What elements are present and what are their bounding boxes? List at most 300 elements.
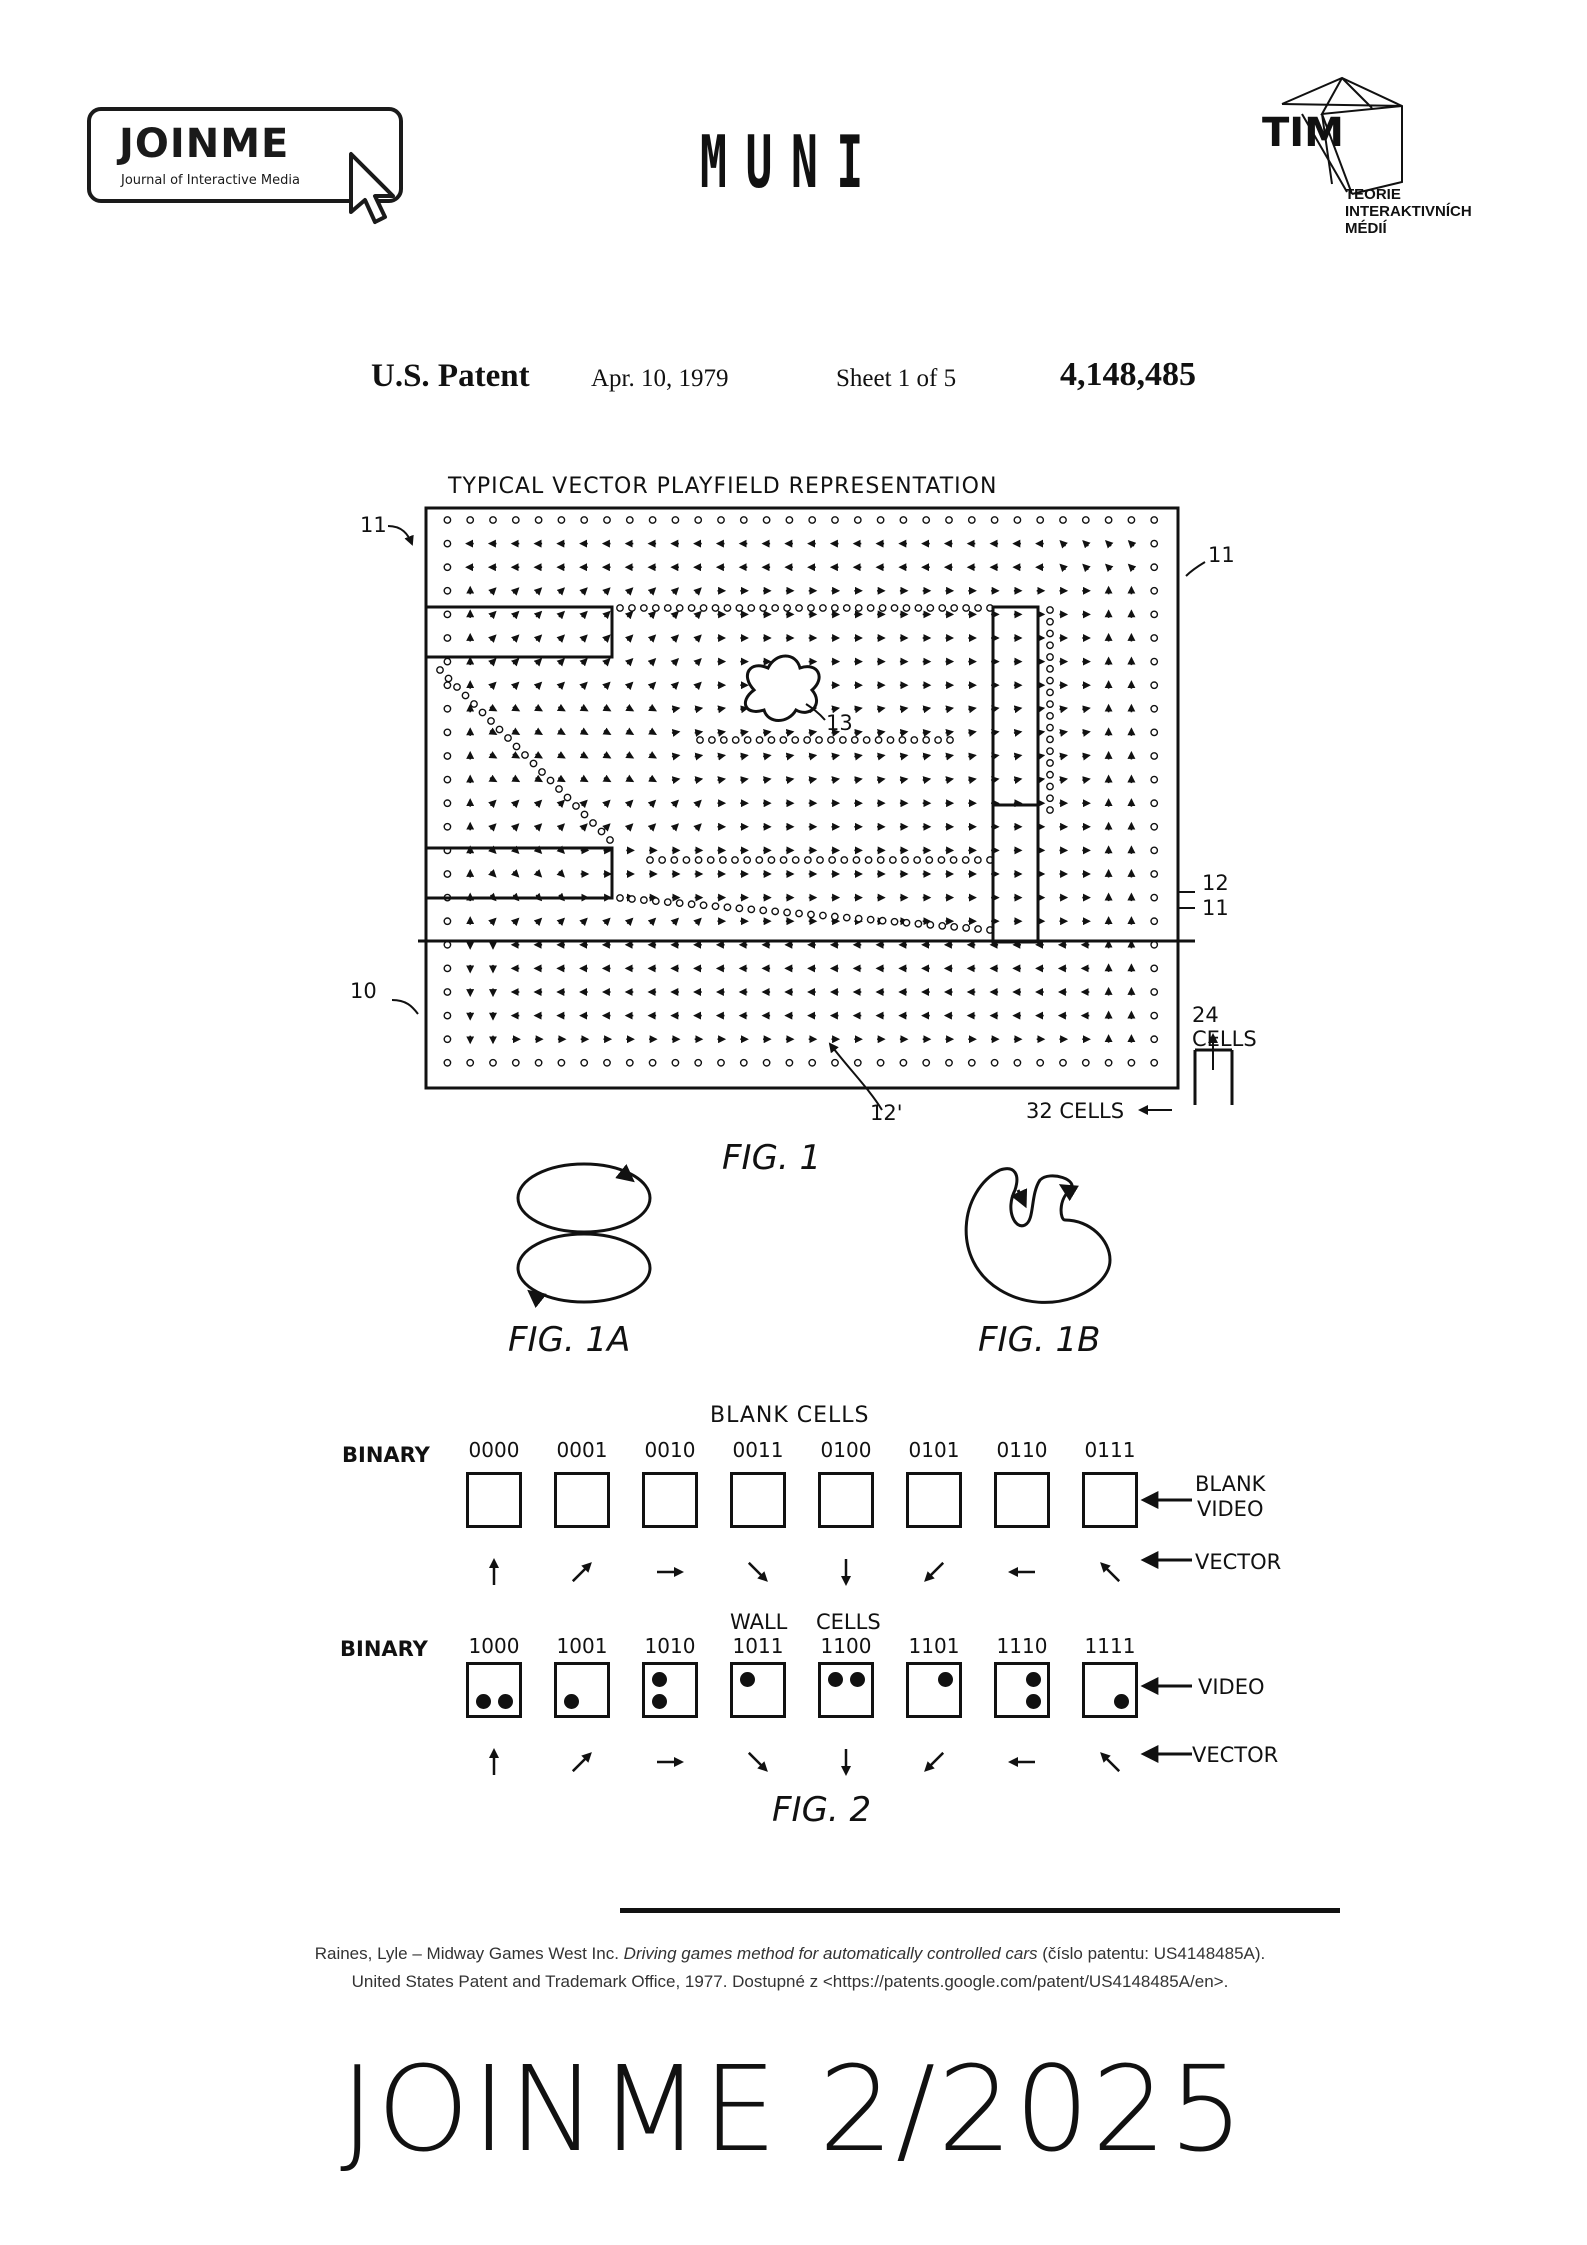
wall-dot [720,857,726,863]
wall-dot [444,540,450,546]
wall-dot [935,737,941,743]
wall-dot [1047,677,1053,683]
wall-dot [853,857,859,863]
citation-line-1: Raines, Lyle – Midway Games West Inc. Driving games method for automatically controlled cars (číslo patentu: US4148485A). [314,1944,1266,1963]
vector-arrow [1014,732,1021,733]
wall-dot [665,899,671,905]
wall-dot [1047,807,1053,813]
binary-code-blank: 0101 [908,1438,960,1462]
wall-dot [1151,965,1157,971]
wall-dot [617,895,623,901]
binary-code-blank: 0001 [556,1438,608,1462]
vector-arrow [877,708,884,709]
wall-dot [617,605,623,611]
wall-dot [444,1012,450,1018]
vector-arrow-down-left [914,1552,954,1592]
blank-cell [642,1472,698,1528]
vector-arrow [513,683,518,688]
vector-arrow [558,778,564,782]
wall-dot [840,737,846,743]
vector-arrow [696,683,701,688]
binary-code-blank: 0010 [644,1438,696,1462]
wall-dot [471,701,477,707]
vector-arrow [650,919,655,924]
wall-dot [903,605,909,611]
wall-dot [792,737,798,743]
vector-arrow [536,824,541,829]
wall-dot [887,737,893,743]
wall-dot [652,1694,667,1709]
vector-arrow [1129,541,1134,546]
vector-arrow [695,732,702,733]
vector-arrow [1061,541,1066,546]
wall-dot [784,909,790,915]
wall-dot [1128,1060,1134,1066]
patent-number: 4,148,485 [1060,356,1196,393]
fig2-blank-title: BLANK CELLS [710,1403,870,1428]
wall-dot [900,517,906,523]
binary-code-wall: 1001 [556,1634,608,1658]
wall-dot [647,857,653,863]
fig1a-caption: FIG. 1A [508,1320,631,1360]
fig2-video-label: VIDEO [1198,1675,1265,1699]
wall-dot [1151,729,1157,735]
vector-arrow-up-right [562,1552,602,1592]
vector-arrow [536,659,541,664]
vector-arrow [582,636,587,641]
vector-arrow [604,754,610,758]
wall-dot [1047,772,1053,778]
wall-cell [730,1662,786,1718]
wall-dot [444,517,450,523]
wall-dot [805,857,811,863]
vector-arrow [513,659,518,664]
wall-dot [963,605,969,611]
vector-arrow [877,755,884,756]
vector-arrow [968,755,975,756]
vector-arrow [832,755,839,756]
vector-arrow [696,636,701,641]
vector-arrow [536,919,541,924]
vector-arrow [513,588,518,593]
wall-dot [760,605,766,611]
wall-dot [513,1060,519,1066]
wall-dot [1151,847,1157,853]
wall-dot [590,820,596,826]
vector-arrow-up [474,1552,514,1592]
blank-cell [818,1472,874,1528]
vector-arrow [650,659,655,664]
vector-arrow [559,612,564,617]
vector-arrow-left [1002,1552,1042,1592]
wall-dot [756,857,762,863]
vector-arrow [536,636,541,641]
vector-arrow [650,801,655,806]
wall-dot [604,517,610,523]
wall-dot [1037,517,1043,523]
vector-arrow [558,731,564,735]
wall-dot [547,777,553,783]
wall-dot [865,857,871,863]
vector-arrow [696,659,701,664]
wall-dot [809,1060,815,1066]
vector-arrow [604,731,610,735]
binary-code-blank: 0011 [732,1438,784,1462]
vector-arrow [627,683,632,688]
wall-dot [1151,989,1157,995]
tim-logo-text [1345,186,1472,237]
vector-arrow [491,612,496,617]
wall-dot [768,737,774,743]
vector-arrow [832,779,839,780]
wall-dot [855,517,861,523]
wall-dot [939,605,945,611]
wall-dot [1151,871,1157,877]
wall-dot [1047,748,1053,754]
wall-dot [1151,1036,1157,1042]
vector-arrow [763,779,770,780]
vector-arrow [900,755,907,756]
wall-dot [844,605,850,611]
ref-11-a: 11 [360,513,387,537]
wall-dot [760,907,766,913]
vector-arrow [650,731,656,735]
wall-dot [581,811,587,817]
vector-arrow-field [467,541,1134,1043]
vector-arrow [627,659,632,664]
wall-dot [444,611,450,617]
wall-dot [1151,942,1157,948]
wall-dot [649,517,655,523]
vector-arrow [946,732,953,733]
wall-dot [817,857,823,863]
vector-arrow [877,779,884,780]
wall-dot [1151,824,1157,830]
wall-dot [490,1060,496,1066]
vector-arrow [490,754,496,758]
wall-dot [923,737,929,743]
blank-cell [554,1472,610,1528]
joinme-logo-tagline: Journal of Interactive Media [121,173,300,188]
blank-cell [906,1472,962,1528]
wall-dot [975,926,981,932]
wall-dot [1114,1694,1129,1709]
wall-dot [763,517,769,523]
vector-arrow [627,707,633,711]
wall-dot [573,803,579,809]
vector-arrow [1014,755,1021,756]
binary-code-wall: 1110 [996,1634,1048,1658]
wall-dot [946,1060,952,1066]
vector-arrow [491,919,496,924]
wall-dot [820,605,826,611]
vector-arrow [1082,732,1089,733]
vector-arrow [536,801,541,806]
wall-dot [1151,1012,1157,1018]
vector-arrow-down-left [914,1742,954,1782]
vector-arrow [582,919,587,924]
wall-dot [1026,1694,1041,1709]
wall-dot [867,605,873,611]
wall-dot [1105,1060,1111,1066]
wall-dot [627,1060,633,1066]
vector-arrow [672,779,679,780]
wall-dot [1151,1060,1157,1066]
vector-arrow [559,683,564,688]
vector-arrow [946,755,953,756]
wall-dot [899,737,905,743]
wall-dot [672,517,678,523]
wall-dot [505,735,511,741]
vector-arrow [627,778,633,782]
wall-dot [700,902,706,908]
wall-dot [695,857,701,863]
wall-dot [564,1694,579,1709]
wall-dot [444,729,450,735]
vector-arrow [491,683,496,688]
vector-arrow [627,801,632,806]
wall-dot [763,1060,769,1066]
wall-dot [1047,654,1053,660]
wall-dot [530,760,536,766]
vector-arrow [1082,708,1089,709]
wall-dot [832,913,838,919]
vector-arrow [559,801,564,806]
vector-arrow [605,801,610,806]
wall-dot [437,667,443,673]
wall-cell-dots [437,517,1158,1066]
vector-arrow [786,779,793,780]
vector-arrow [604,778,610,782]
wall-dot [445,675,451,681]
ref-11-b: 11 [1208,543,1235,567]
vector-arrow [491,824,496,829]
binary-code-wall: 1010 [644,1634,696,1658]
vector-arrow [1106,541,1111,546]
vector-arrow [832,708,839,709]
vector-arrow [809,732,816,733]
wall-dot [923,517,929,523]
vector-arrow [605,588,610,593]
wall-dot [900,1060,906,1066]
vector-arrow [740,732,747,733]
vector-arrow [900,708,907,709]
wall-dot [688,901,694,907]
vector-arrow [559,636,564,641]
vector-arrow [513,731,519,735]
wall-dot [649,1060,655,1066]
wall-dot [938,1672,953,1687]
lower-left-box [426,848,612,898]
vector-arrow-up-left [1090,1742,1130,1782]
ref-12-prime: 12' [870,1101,903,1125]
wall-dot [522,752,528,758]
wall-dot [991,1060,997,1066]
wall-dot [695,517,701,523]
vector-arrow [536,707,542,711]
wall-dot [700,605,706,611]
wall-dot [718,517,724,523]
vector-arrow [672,755,679,756]
joinme-logo-name: JOINME [119,121,290,167]
vector-arrow [1082,755,1089,756]
vector-arrow [650,824,655,829]
vector-arrow-up [474,1742,514,1782]
vector-arrow [923,708,930,709]
vector-arrow [559,588,564,593]
wall-dot [676,605,682,611]
tim-logo-initials: TIM [1262,110,1344,156]
vector-arrow-down-right [738,1552,778,1592]
vector-arrow [491,636,496,641]
wall-dot [444,989,450,995]
vector-arrow [581,731,587,735]
wall-dot [671,857,677,863]
vector-arrow [513,778,519,782]
vector-arrow [650,588,655,593]
vector-arrow [627,636,632,641]
vector-arrow [968,732,975,733]
vector-arrow [854,708,861,709]
ref-13: 13 [826,711,853,735]
blank-video-line-2: VIDEO [1196,1497,1264,1521]
wall-dot [1047,619,1053,625]
vector-arrow [673,801,678,806]
wall-dot [1151,658,1157,664]
wall-dot [1151,682,1157,688]
vector-arrow [923,755,930,756]
wall-dot [629,896,635,902]
obstacle-13 [745,656,819,721]
wall-dot [467,517,473,523]
wall-dot [721,737,727,743]
wall-dot [444,800,450,806]
wall-dot [444,658,450,664]
vector-arrow [627,919,632,924]
vector-arrow-down [826,1742,866,1782]
wall-dot [733,737,739,743]
vector-arrow [605,636,610,641]
wall-dot [462,692,468,698]
wall-dot [1151,776,1157,782]
vector-arrow [1106,565,1111,570]
vector-arrow [900,779,907,780]
wall-dot [946,517,952,523]
vector-arrow [490,707,496,711]
vector-arrow-up-left [1090,1552,1130,1592]
wall-dot [581,1060,587,1066]
vector-arrow [582,683,587,688]
vector-arrow [513,636,518,641]
wall-dot [1047,630,1053,636]
fig2-wall-title-2: CELLS [816,1610,881,1634]
vector-arrow [513,801,518,806]
wall-dot [809,517,815,523]
wall-dot [535,517,541,523]
vector-arrow [763,755,770,756]
wall-dot [736,905,742,911]
vector-arrow [696,588,701,593]
vector-arrow [490,731,496,735]
wall-dot [915,605,921,611]
wall-dot [556,786,562,792]
vector-arrow [650,683,655,688]
wall-dot [1083,517,1089,523]
wall-dot [1047,713,1053,719]
vector-arrow [536,612,541,617]
vector-arrow [604,707,610,711]
muni-logo: MUNI [700,120,882,204]
wall-dot [672,1060,678,1066]
wall-dot [653,898,659,904]
wall-dot [938,857,944,863]
wall-dot [796,605,802,611]
wall-dot [950,857,956,863]
wall-dot [496,726,502,732]
vector-arrow [696,824,701,829]
wall-dot [535,1060,541,1066]
issue-title: JOINME 2/2025 [340,2040,1246,2178]
vector-arrow [558,707,564,711]
vector-arrow [695,708,702,709]
vector-arrow [968,779,975,780]
vector-arrow [1083,541,1088,546]
vector-arrow [673,588,678,593]
vector-arrow-up-right [562,1742,602,1782]
vector-arrow [786,732,793,733]
wall-dot [927,922,933,928]
fig1-playfield [350,490,1257,1130]
fig2-binary-label-wall: BINARY [340,1637,428,1661]
vector-arrow [718,779,725,780]
vector-arrow [536,731,542,735]
wall-dot [1047,783,1053,789]
patent-date: Apr. 10, 1979 [591,365,729,392]
binary-code-wall: 1101 [908,1634,960,1658]
binary-code-wall: 1011 [732,1634,784,1658]
wall-dot [498,1694,513,1709]
vector-arrow [923,779,930,780]
vector-arrow [946,708,953,709]
fig2-caption: FIG. 2 [772,1790,872,1830]
wall-dot [927,605,933,611]
vector-arrow [1060,755,1067,756]
wall-dot [444,564,450,570]
wall-dot [832,1060,838,1066]
vector-arrow [809,779,816,780]
wall-dot [740,1672,755,1687]
wall-dot [780,737,786,743]
vector-arrow [513,872,518,877]
vector-arrow [968,708,975,709]
wall-dot [951,924,957,930]
wall-dot [744,857,750,863]
vector-arrow [559,659,564,664]
divider-rule [620,1908,1340,1913]
fig2-vector-label-wall: VECTOR [1192,1743,1279,1767]
binary-code-wall: 1000 [468,1634,520,1658]
wall-dot [902,857,908,863]
wall-dot [476,1694,491,1709]
vector-arrow [877,732,884,733]
vector-arrow [1060,779,1067,780]
wall-dot [808,605,814,611]
wall-dot [891,605,897,611]
citation [140,1940,1440,1996]
wall-dot [1047,701,1053,707]
vector-arrow [581,754,587,758]
vector-arrow [582,588,587,593]
